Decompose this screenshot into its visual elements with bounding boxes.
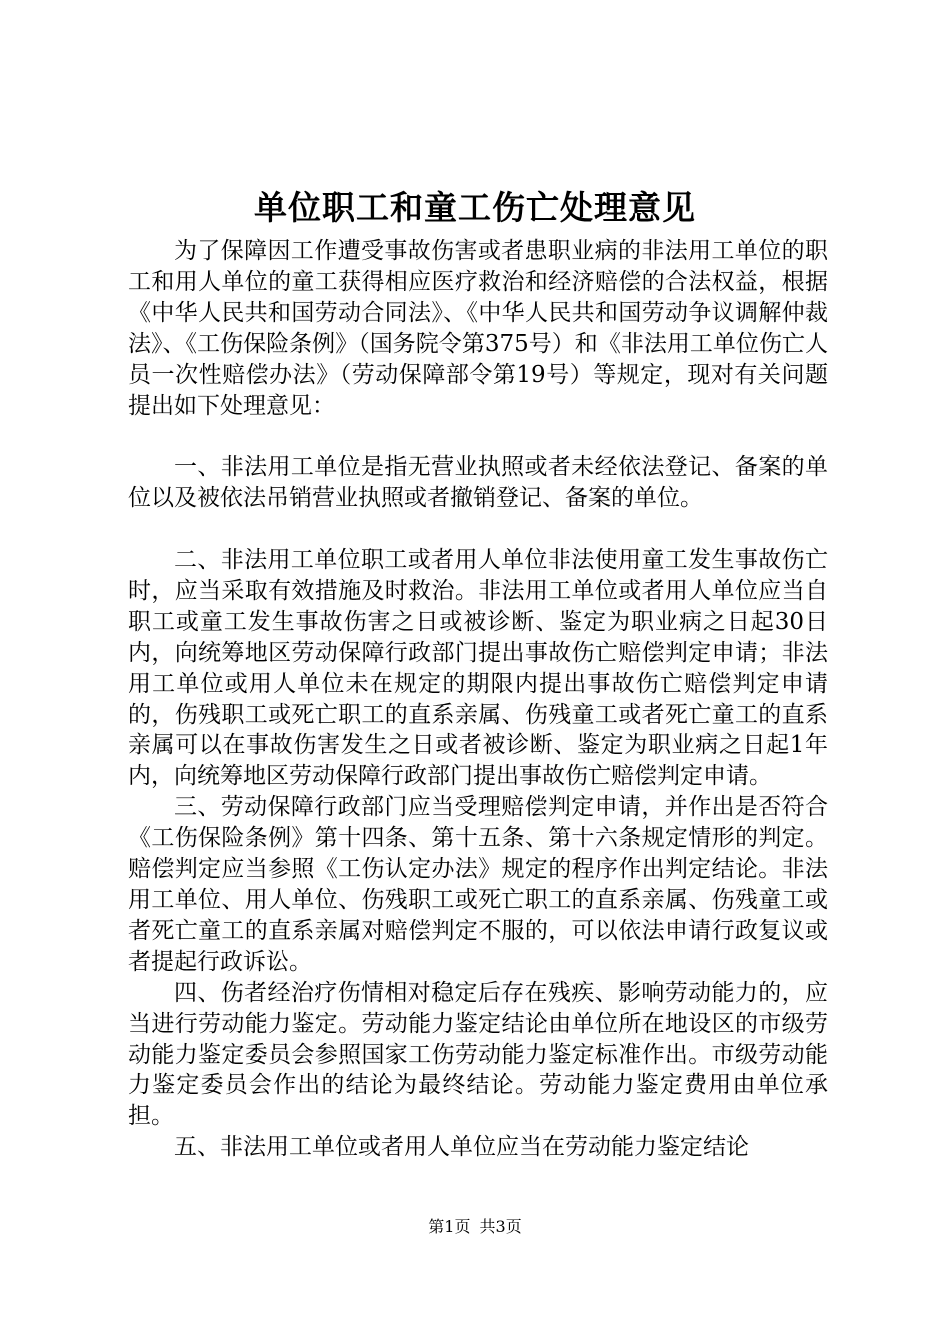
section-four-paragraph: 四、伤者经治疗伤情相对稳定后存在残疾、影响劳动能力的，应当进行劳动能力鉴定。劳动能力鉴定结论由单位所在地设区的市级劳动能力鉴定委员会参照国家工伤劳动能力鉴定标准作出。市级劳动能力鉴定委员会作出的结论为最终结论。劳动能力鉴定费用由单位承担。 [128,979,828,1130]
page-footer [0,1216,950,1238]
document-title: 单位职工和童工伤亡处理意见 [254,188,696,227]
paragraph-gap [128,514,828,545]
section-one-paragraph: 一、非法用工单位是指无营业执照或者未经依法登记、备案的单位以及被依法吊销营业执照或者撤销登记、备案的单位。 [128,454,828,512]
page-total: 共3页 [479,1217,522,1236]
section-five-paragraph: 五、非法用工单位或者用人单位应当在劳动能力鉴定结论 [174,1134,749,1161]
document-body [128,236,828,1163]
intro-paragraph: 为了保障因工作遭受事故伤害或者患职业病的非法用工单位的职工和用人单位的童工获得相应医疗救治和经济赔偿的合法权益，根据《中华人民共和国劳动合同法》、《中华人民共和国劳动争议调解仲裁法》、《工伤保险条例》（国务院令第375号）和《非法用工单位伤亡人员一次性赔偿办法》（劳动保障部令第19号）等规定，现对有关问题提出如下处理意见： [128,238,828,419]
section-two-paragraph: 二、非法用工单位职工或者用人单位非法使用童工发生事故伤亡时，应当采取有效措施及时救治。非法用工单位或者用人单位应当自职工或童工发生事故伤害之日或被诊断、鉴定为职业病之日起30日内，向统筹地区劳动保障行政部门提出事故伤亡赔偿判定申请；非法用工单位或用人单位未在规定的期限内提出事故伤亡赔偿判定申请的，伤残职工或死亡职工的直系亲属、伤残童工或者死亡童工的直系亲属可以在事故伤害发生之日或者被诊断、鉴定为职业病之日起1年内，向统筹地区劳动保障行政部门提出事故伤亡赔偿判定申请。 [128,547,828,790]
section-three-paragraph: 三、劳动保障行政部门应当受理赔偿判定申请，并作出是否符合《工伤保险条例》第十四条、第十五条、第十六条规定情形的判定。赔偿判定应当参照《工伤认定办法》规定的程序作出判定结论。非法用工单位、用人单位、伤残职工或死亡职工的直系亲属、伤残童工或者死亡童工的直系亲属对赔偿判定不服的，可以依法申请行政复议或者提起行政诉讼。 [128,794,828,975]
page-number: 第1页 [428,1217,471,1236]
paragraph-gap [128,421,828,452]
